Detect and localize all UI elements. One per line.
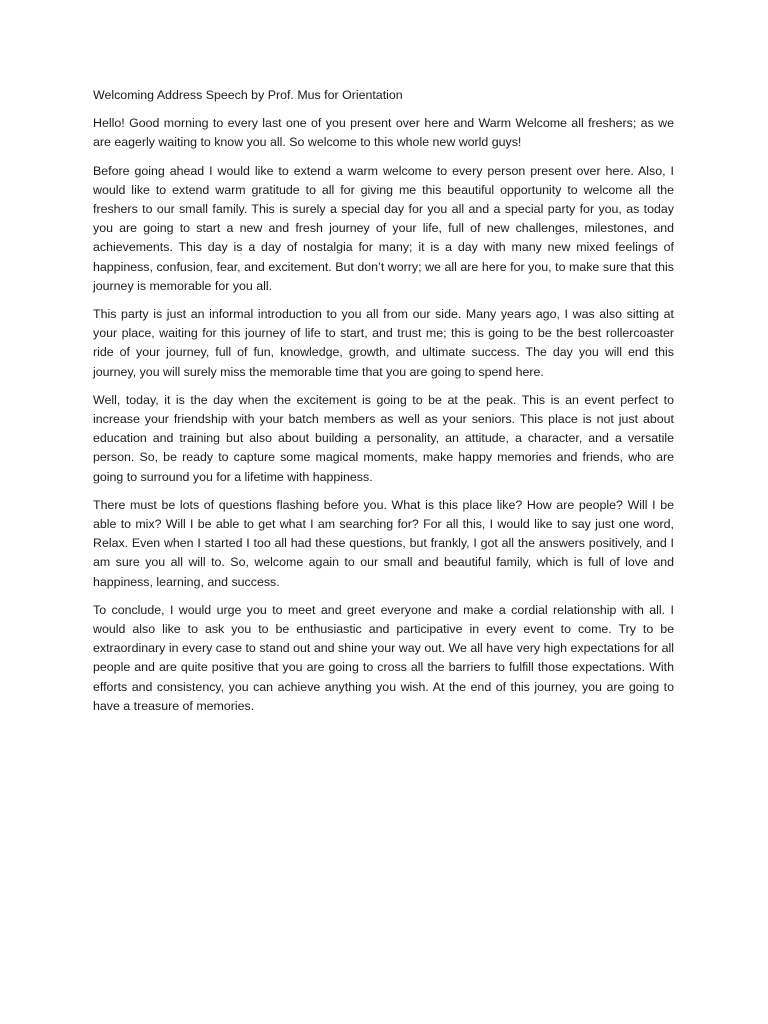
paragraph-questions: There must be lots of questions flashing before you. What is this place like? How are people? Will I be able to mix? Will I be able to get what I am searching for? For all this, I would like to say just one word, Relax. Even when I started I too all had these questions, but frankly, I got all the answers positively, and I am sure you all will to. So, welcome again to our small and beautiful family, which is full of love and happiness, learning, and success.: [93, 497, 674, 589]
paragraph-introduction: This party is just an informal introduction to you all from our side. Many years ago, I was also sitting at your place, waiting for this journey of life to start, and trust me; this is going to be the best rollercoaster ride of your journey, full of fun, knowledge, growth, and ultimate success. The day you will end this journey, you will surely miss the memorable time that you are going to spend here.: [93, 307, 674, 379]
document-title: Welcoming Address Speech by Prof. Mus for Orientation: [93, 88, 403, 102]
paragraph-welcome: Before going ahead I would like to extend a warm welcome to every person present over here. Also, I would like to extend warm gratitude to all for giving me this beautiful opportunity to welcome all the freshers to our small family. This is surely a special day for you all and a special party for you, as today you are going to start a new and fresh journey of your life, full of new challenges, milestones, and achievements. This day is a day of nostalgia for many; it is a day with many new mixed feelings of happiness, confusion, fear, and excitement. But don’t worry; we all are here for you, to make sure that this journey is memorable for you all.: [93, 163, 674, 293]
paragraph-greeting: Hello! Good morning to every last one of you present over here and Warm Welcome all freshers; as we are eagerly waiting to know you all. So welcome to this whole new world guys!: [93, 116, 674, 150]
paragraph-excitement: Well, today, it is the day when the excitement is going to be at the peak. This is an event perfect to increase your friendship with your batch members as well as your seniors. This place is not just about education and training but also about building a personality, an attitude, a character, and a versatile person. So, be ready to capture some magical moments, make happy memories and friends, who are going to surround you for a lifetime with happiness.: [93, 392, 674, 484]
document-body: [93, 86, 674, 725]
paragraph-conclusion: To conclude, I would urge you to meet and greet everyone and make a cordial relationship with all. I would also like to ask you to be enthusiastic and participative in every event to come. Try to be extraordinary in every case to stand out and shine your way out. We all have very high expectations for all people and are quite positive that you are going to cross all the barriers to fulfill those expectations. With efforts and consistency, you can achieve anything you wish. At the end of this journey, you are going to have a treasure of memories.: [93, 602, 674, 713]
